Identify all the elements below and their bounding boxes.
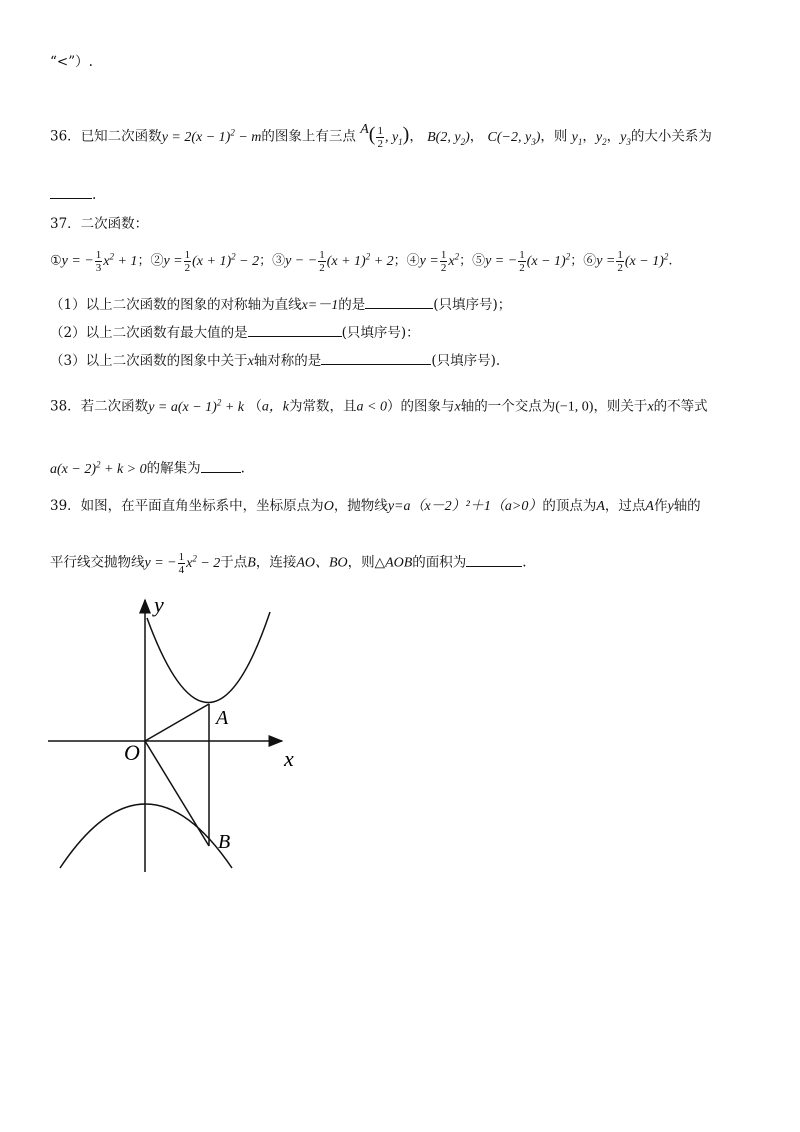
answer-blank[interactable] bbox=[321, 350, 431, 365]
question-37-part-2: （2）以上二次函数有最大值的是 (只填序号)： bbox=[50, 322, 420, 343]
question-37-title bbox=[50, 214, 148, 234]
question-text: ，则 bbox=[540, 128, 568, 145]
previous-question-tail-text: “<”）. bbox=[50, 54, 93, 70]
question-37-part-1: （1）以上二次函数的图象的对称轴为直线x=－1的是 (只填序号)； bbox=[50, 294, 511, 316]
upper-parabola bbox=[147, 612, 270, 703]
label-o: O bbox=[124, 740, 140, 765]
label-b: B bbox=[218, 831, 231, 853]
question-text: 37．二次函数： bbox=[50, 216, 149, 232]
question-39-line-1: 39．如图，在平面直角坐标系中，坐标原点为O，抛物线y=a（x－2）²＋1（a>0）的顶点为A，过点A作y轴的 bbox=[50, 498, 701, 514]
question-38-inequality: $a(x - 2)^2 + k > 0$的解集为 . bbox=[50, 459, 245, 477]
label-x: x bbox=[284, 746, 294, 771]
formula: $y = 2(x - 1)^2 - m$ bbox=[161, 127, 262, 145]
question-37-functions: ①y = − $\frac{1}{3}$ $x^2 + 1$；②y = $\frac{1}{2}$ $(x + 1)^2 - 2$；③y − − $\frac{1}{2}$ $(x + 1)^2 + 2$；④y = $\frac{1}{2}$ $x^2$；⑤y = − $\frac{1}{2}$ $(x - 1)^2$；⑥y = $\frac{1}{2}$ $(x - 1)^2$. bbox=[50, 248, 673, 274]
previous-question-tail bbox=[50, 52, 93, 72]
answer-blank[interactable] bbox=[50, 184, 92, 199]
question-text: 的大小关系为 bbox=[630, 128, 712, 145]
segment-ao bbox=[145, 704, 209, 741]
point-c: C(−2, $y_3$) bbox=[487, 129, 541, 147]
fraction-half: $\frac{1}{2}$ bbox=[377, 124, 383, 150]
answer-blank[interactable] bbox=[466, 552, 522, 567]
answer-36: . bbox=[50, 184, 96, 205]
question-text: 的图象上有三点 bbox=[261, 128, 356, 145]
label-y: y bbox=[154, 592, 164, 617]
question-38: 38．若二次函数$y = a(x - 1)^2 + k$ （a，k为常数，且a < 0）的图象与x轴的一个交点为(−1, 0)，则关于x的不等式 bbox=[50, 397, 708, 415]
question-text: 已知二次函数 bbox=[80, 128, 162, 145]
lower-parabola bbox=[60, 804, 232, 868]
point-b: B(2, $y_2$) bbox=[427, 129, 470, 147]
segment-bo bbox=[145, 741, 209, 846]
answer-blank[interactable] bbox=[365, 294, 433, 309]
question-37-part-3: （3）以上二次函数的图象中关于x轴对称的是 (只填序号). bbox=[50, 350, 500, 372]
answer-blank[interactable] bbox=[201, 458, 241, 473]
question-36: 36．已知二次函数$y = 2(x - 1)^2 - m$的图象上有三点 A( $\frac{1}{2}$ , $y_1$)， B(2, $y_2$)， C(−2, $y_3$)，则 $y_1$，$y_2$，$y_3$的大小关系为 bbox=[50, 121, 712, 150]
question-39-line-2: 平行线交抛物线y = − $\frac{1}{4}$ $x^2 - 2$于点B，连接AO、BO，则△AOB的面积为 . bbox=[50, 550, 527, 576]
label-a: A bbox=[216, 707, 229, 729]
question-number: 36． bbox=[50, 128, 81, 145]
point-a: A bbox=[360, 121, 369, 137]
answer-blank[interactable] bbox=[248, 322, 342, 337]
